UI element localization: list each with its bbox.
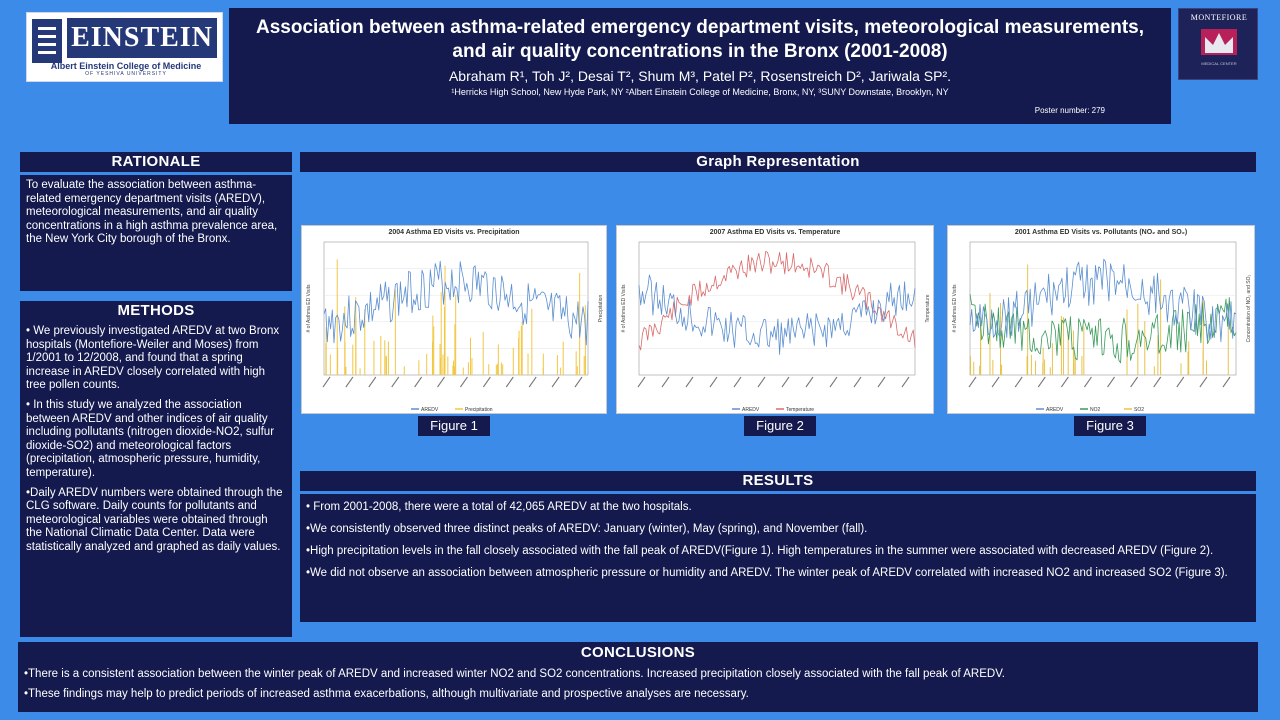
figure-2-label: Figure 2 — [744, 416, 816, 436]
x-tick-mark — [506, 377, 513, 387]
legend-label: AREDV — [742, 407, 760, 413]
x-tick-mark — [710, 377, 717, 387]
einstein-subtitle-2: OF YESHIVA UNIVERSITY — [85, 71, 167, 77]
x-tick-mark — [483, 377, 490, 387]
figure-3-chart — [947, 225, 1255, 414]
figure-3-title: 2001 Asthma ED Visits vs. Pollutants (NO₂ and SO₂) — [1014, 229, 1188, 236]
series-line — [639, 275, 915, 355]
figure-3-plot — [948, 226, 1256, 415]
rationale-text — [20, 175, 292, 291]
x-tick-mark — [854, 377, 861, 387]
poster-affiliations: ¹Herricks High School, New Hyde Park, NY ²Albert Einstein College of Medicine, Bronx, NY, ³SUNY Downstate, Brooklyn, NY — [451, 87, 949, 97]
x-tick-mark — [1200, 377, 1207, 387]
conclusions-header: CONCLUSIONS — [18, 642, 1258, 664]
figure-3-label: Figure 3 — [1074, 416, 1146, 436]
x-tick-mark — [902, 377, 909, 387]
x-tick-mark — [1084, 377, 1091, 387]
figure-1-chart — [301, 225, 607, 414]
x-tick-mark — [734, 377, 741, 387]
y-axis-label-right: Temperature — [925, 294, 931, 323]
x-tick-mark — [1154, 377, 1161, 387]
rationale-paragraph: To evaluate the association between asthma-related emergency department visits (AREDV), meteorological measurements, and air quality concentrations in a high asthma prevalence area, the New York City borough of the Bronx. — [26, 179, 278, 246]
x-tick-mark — [438, 377, 445, 387]
poster-header — [229, 8, 1171, 124]
x-tick-mark — [878, 377, 885, 387]
poster-title: Association between asthma-related emergency department visits, meteorological measurements, and air quality concentrations in the Bronx (2001-2008) — [255, 17, 1145, 62]
figure-2-chart — [616, 225, 934, 414]
x-tick-mark — [552, 377, 559, 387]
einstein-logo — [26, 12, 223, 82]
poster-number: Poster number: 279 — [1034, 106, 1105, 115]
results-item: •High precipitation levels in the fall closely associated with the fall peak of AREDV(Figure 1). High temperatures in the summer were associated with decreased AREDV (Figure 2). — [306, 545, 1214, 557]
x-tick-mark — [346, 377, 353, 387]
legend-label: Temperature — [786, 407, 815, 413]
figure-1-title: 2004 Asthma ED Visits vs. Precipitation — [388, 229, 520, 236]
rationale-header: RATIONALE — [20, 152, 292, 172]
results-item: •We did not observe an association between atmospheric pressure or humidity and AREDV. The winter peak of AREDV correlated with increased NO2 and increased SO2 (Figure 3). — [306, 567, 1228, 579]
graphs-header: Graph Representation — [300, 152, 1256, 172]
x-tick-mark — [638, 377, 645, 387]
y-axis-label-left: # of Asthma ED Visits — [952, 284, 958, 333]
conclusions-item: •There is a consistent association between the winter peak of AREDV and increased winter NO2 and SO2 concentrations. Increased precipitation closely associated with the fall peak of AREDV. — [24, 668, 1005, 680]
methods-item: • We previously investigated AREDV at two Bronx hospitals (Montefiore-Weiler and Moses) from 1/2001 to 12/2008, and found that a spring increase in AREDV closely correlated with high tree pollen counts. — [26, 325, 280, 392]
y-axis-label-right: Precipitation — [598, 294, 604, 323]
x-tick-mark — [415, 377, 422, 387]
x-tick-mark — [992, 377, 999, 387]
legend-label: AREDV — [421, 407, 439, 413]
x-tick-mark — [686, 377, 693, 387]
x-tick-mark — [662, 377, 669, 387]
figure-1-label: Figure 1 — [418, 416, 490, 436]
einstein-subtitle: Albert Einstein College of Medicine — [50, 61, 202, 71]
legend-label: AREDV — [1046, 407, 1064, 413]
x-tick-mark — [1061, 377, 1068, 387]
results-text — [300, 494, 1256, 622]
montefiore-wordmark: MONTEFIORE — [1190, 13, 1248, 22]
x-tick-mark — [782, 377, 789, 387]
poster-authors: Abraham R¹, Toh J², Desai T², Shum M³, Patel P², Rosenstreich D², Jariwala SP². — [448, 68, 952, 84]
einstein-mark-icon — [32, 19, 62, 63]
x-tick-mark — [1108, 377, 1115, 387]
x-tick-mark — [1015, 377, 1022, 387]
y-axis-label-left: # of Asthma ED Visits — [306, 284, 312, 333]
x-tick-mark — [1177, 377, 1184, 387]
x-tick-mark — [969, 377, 976, 387]
x-tick-mark — [323, 377, 330, 387]
methods-item: •Daily AREDV numbers were obtained through the CLG software. Daily counts for pollutants and meteorological variables were obtained through the National Climatic Data Center. Data were statistically analyzed and graphed as daily values. — [26, 486, 283, 553]
methods-header: METHODS — [20, 301, 292, 321]
legend-label: Precipitation — [465, 407, 493, 413]
x-tick-mark — [529, 377, 536, 387]
methods-text — [20, 321, 292, 637]
y-axis-label-right: Concentration of NO₂ and SO₂ — [1246, 274, 1252, 343]
x-tick-mark — [575, 377, 582, 387]
legend-label: SO2 — [1134, 407, 1145, 413]
x-tick-mark — [806, 377, 813, 387]
x-tick-mark — [830, 377, 837, 387]
montefiore-subtitle: MEDICAL CENTER — [1201, 61, 1237, 66]
x-tick-mark — [369, 377, 376, 387]
legend-label: NO2 — [1090, 407, 1101, 413]
x-tick-mark — [460, 377, 467, 387]
x-tick-mark — [1223, 377, 1230, 387]
results-header: RESULTS — [300, 471, 1256, 491]
montefiore-logo — [1178, 8, 1258, 80]
results-item: • From 2001-2008, there were a total of 42,065 AREDV at the two hospitals. — [306, 501, 692, 513]
x-tick-mark — [758, 377, 765, 387]
results-item: •We consistently observed three distinct peaks of AREDV: January (winter), May (spring), and November (fall). — [306, 523, 868, 535]
x-tick-mark — [1038, 377, 1045, 387]
montefiore-emblem-icon — [1199, 27, 1239, 57]
conclusions-item: •These findings may help to predict periods of increased asthma exacerbations, although multivariate and prospective analyses are necessary. — [24, 688, 749, 700]
conclusions-text — [18, 664, 1258, 712]
figure-1-plot — [302, 226, 608, 415]
x-tick-mark — [392, 377, 399, 387]
y-axis-label-left: # of Asthma ED Visits — [621, 284, 627, 333]
figure-2-title: 2007 Asthma ED Visits vs. Temperature — [709, 229, 841, 236]
x-tick-mark — [1131, 377, 1138, 387]
methods-item: • In this study we analyzed the association between AREDV and other indices of air quality including pollutants (nitrogen dioxide-NO2, sulfur dioxide-SO2) and meteorological factors (precipitation, atmospheric pressure, humidity, temperature). — [26, 398, 275, 479]
einstein-wordmark: EINSTEIN — [67, 18, 217, 58]
figure-2-plot — [617, 226, 935, 415]
